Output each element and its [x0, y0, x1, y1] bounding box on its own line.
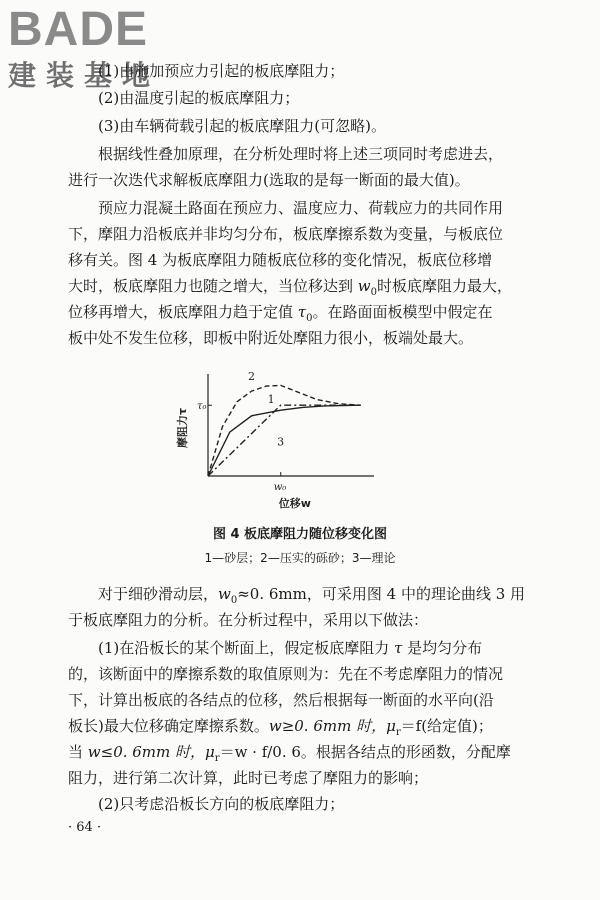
para2-line3: 移有关。图 4 为板底摩阻力随板底位移的变化情况，板底位移增 [68, 251, 493, 269]
page-number: · 64 · [68, 820, 102, 835]
series-line-1 [208, 405, 361, 476]
para1-line2: 进行一次迭代求解板底摩阻力(选取的是每一断面的最大值)。 [68, 171, 470, 189]
list-item-1: (1)由施加预应力引起的板底摩阻力； [98, 62, 345, 80]
para2-line5: 位移再增大，板底摩阻力趋于定值 $\tau_0$。在路面面板模型中假定在 [68, 303, 493, 324]
para4-line3: 下，计算出板底的各结点的位移，然后根据每一断面的水平向(沿 [68, 691, 494, 709]
logo-subtitle: 建装基地 [8, 59, 161, 92]
x-tick-label: w₀ [273, 482, 287, 493]
series-label-2: 2 [248, 369, 255, 383]
series-label-1: 1 [267, 393, 275, 407]
para4-line5: 当 w≤0. 6mm 时，$\mu_r=w \cdot f/0$. 6。根据各结点的形函数，分配摩 [68, 743, 511, 764]
para4-line4: 板长)最大位移确定摩擦系数。w≥0. 6mm 时，$\mu_r=f$(给定值)； [68, 717, 493, 738]
para4-line1: (1)在沿板长的某个断面上，假定板底摩阻力 τ 是均匀分布 [98, 639, 483, 657]
item2-line: (2)只考虑沿板长方向的板底摩阻力； [98, 795, 345, 813]
series-label-3: 3 [277, 435, 285, 449]
list-item-2: (2)由温度引起的板底摩阻力； [98, 89, 300, 107]
para2-line2: 下，摩阻力沿板底并非均匀分布，板底摩擦系数为变量，与板底位 [68, 225, 504, 243]
y-tick-label: τ₀ [197, 401, 207, 413]
friction-displacement-chart [170, 368, 380, 510]
para2-line6: 板中处不发生位移，即板中附近处摩阻力很小，板端处最大。 [68, 329, 474, 347]
para3-line2: 于板底摩阻力的分析。在分析过程中，采用以下做法： [68, 611, 429, 629]
series-line-3 [208, 405, 361, 476]
para2-line4: 大时，板底摩阻力也随之增大，当位移达到 $w_0$时板底摩阻力最大， [68, 277, 513, 298]
para4-line2: 的，该断面中的摩擦系数的取值原则为：先在不考虑摩阻力的情况 [68, 665, 504, 683]
para4-line6: 阻力，进行第二次计算，此时已考虑了摩阻力的影响； [68, 769, 429, 787]
para2-line1: 预应力混凝土路面在预应力、温度应力、荷载应力的共同作用 [98, 199, 504, 217]
logo-text: BADE [8, 3, 149, 56]
figure-caption: 图 4 板底摩阻力随位移变化图 [212, 527, 388, 542]
figure-legend: 1—砂层；2—压实的砾砂；3—理论 [204, 551, 396, 565]
list-item-3: (3)由车辆荷载引起的板底摩阻力(可忽略)。 [98, 117, 386, 135]
y-axis-label: 摩阻力τ [176, 407, 189, 448]
para3-line1: 对于细砂滑动层，$w_0\approx 0$. 6mm，可采用图 4 中的理论曲线 3 用 [98, 585, 526, 606]
x-axis-label: 位移w [278, 497, 311, 510]
para1-line1: 根据线性叠加原理，在分析处理时将上述三项同时考虑进去， [98, 145, 504, 163]
